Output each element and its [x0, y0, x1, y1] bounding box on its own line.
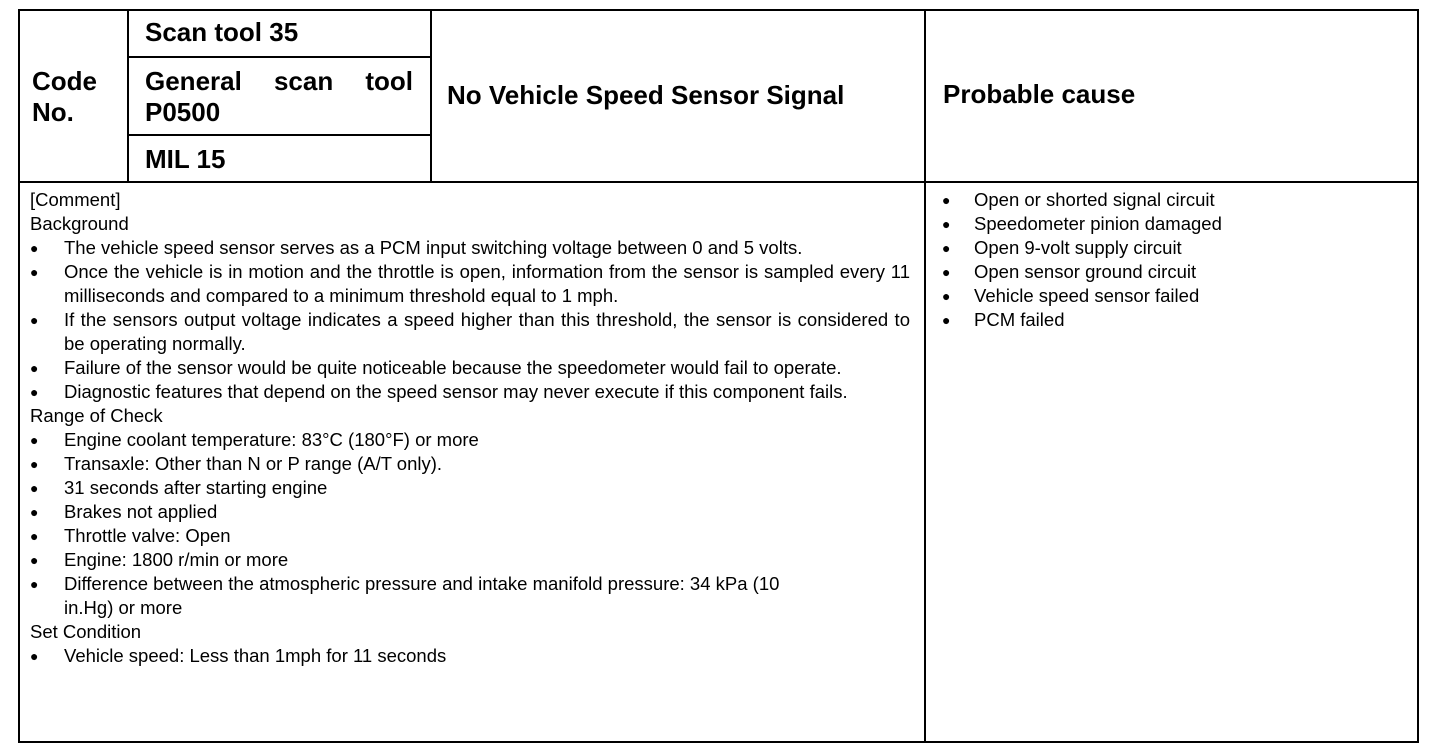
general-scan-code: P0500: [145, 97, 221, 127]
column-divider-code: [127, 9, 129, 183]
range-item: ● Difference between the atmospheric pressure and intake manifold pressure: 34 kPa (10 in.Hg) or more: [30, 572, 824, 620]
scan-tool-code: Scan tool 35: [145, 17, 299, 47]
range-item: ● Engine coolant temperature: 83°C (180°F) or more: [30, 428, 910, 452]
background-item: ● If the sensors output voltage indicates a speed higher than this threshold, the sensor is considered to be operating normally.: [30, 308, 910, 356]
background-heading: Background: [30, 213, 129, 234]
mil-code: MIL 15: [145, 144, 226, 174]
general-word: General: [145, 66, 242, 96]
set-condition-item: ● Vehicle speed: Less than 1mph for 11 seconds: [30, 644, 910, 668]
column-divider-scan: [430, 9, 432, 183]
range-item: ● Engine: 1800 r/min or more: [30, 548, 910, 572]
background-item: ● Diagnostic features that depend on the speed sensor may never execute if this component fails.: [30, 380, 910, 404]
background-item: ● Failure of the sensor would be quite noticeable because the speedometer would fail to operate.: [30, 356, 910, 380]
cause-item: ● PCM failed: [942, 308, 1402, 332]
range-of-check-heading: Range of Check: [30, 405, 163, 426]
cause-item: ● Open 9-volt supply circuit: [942, 236, 1402, 260]
cause-item: ● Open sensor ground circuit: [942, 260, 1402, 284]
code-label-line1: Code: [32, 66, 97, 96]
row-divider-scan-tool: [127, 56, 432, 58]
code-label-line2: No.: [32, 97, 74, 127]
cause-item: ● Open or shorted signal circuit: [942, 188, 1402, 212]
background-item: ● The vehicle speed sensor serves as a PCM input switching voltage between 0 and 5 volts.: [30, 236, 910, 260]
cause-item: ● Vehicle speed sensor failed: [942, 284, 1402, 308]
code-no-label: [32, 66, 97, 128]
general-scan-tool-code: [145, 66, 413, 128]
set-condition-heading: Set Condition: [30, 621, 142, 642]
background-item: ● Once the vehicle is in motion and the throttle is open, information from the sensor is sampled every 11 milliseconds and compared to a minimum threshold equal to 1 mph.: [30, 260, 910, 308]
header-divider: [18, 181, 1419, 183]
probable-cause-list: [942, 188, 1402, 332]
column-divider-cause: [924, 9, 926, 743]
probable-cause-heading: Probable cause: [943, 79, 1136, 109]
comment-heading: [Comment]: [30, 189, 121, 210]
dtc-title: No Vehicle Speed Sensor Signal: [447, 80, 845, 110]
comment-section: [30, 188, 910, 668]
tool-word: tool: [365, 66, 413, 96]
cause-item: ● Speedometer pinion damaged: [942, 212, 1402, 236]
row-divider-general-scan: [127, 134, 432, 136]
range-item: ● Brakes not applied: [30, 500, 910, 524]
scan-word: scan: [273, 66, 334, 96]
range-item: ● 31 seconds after starting engine: [30, 476, 910, 500]
range-item: ● Transaxle: Other than N or P range (A/T only).: [30, 452, 910, 476]
range-item: ● Throttle valve: Open: [30, 524, 910, 548]
